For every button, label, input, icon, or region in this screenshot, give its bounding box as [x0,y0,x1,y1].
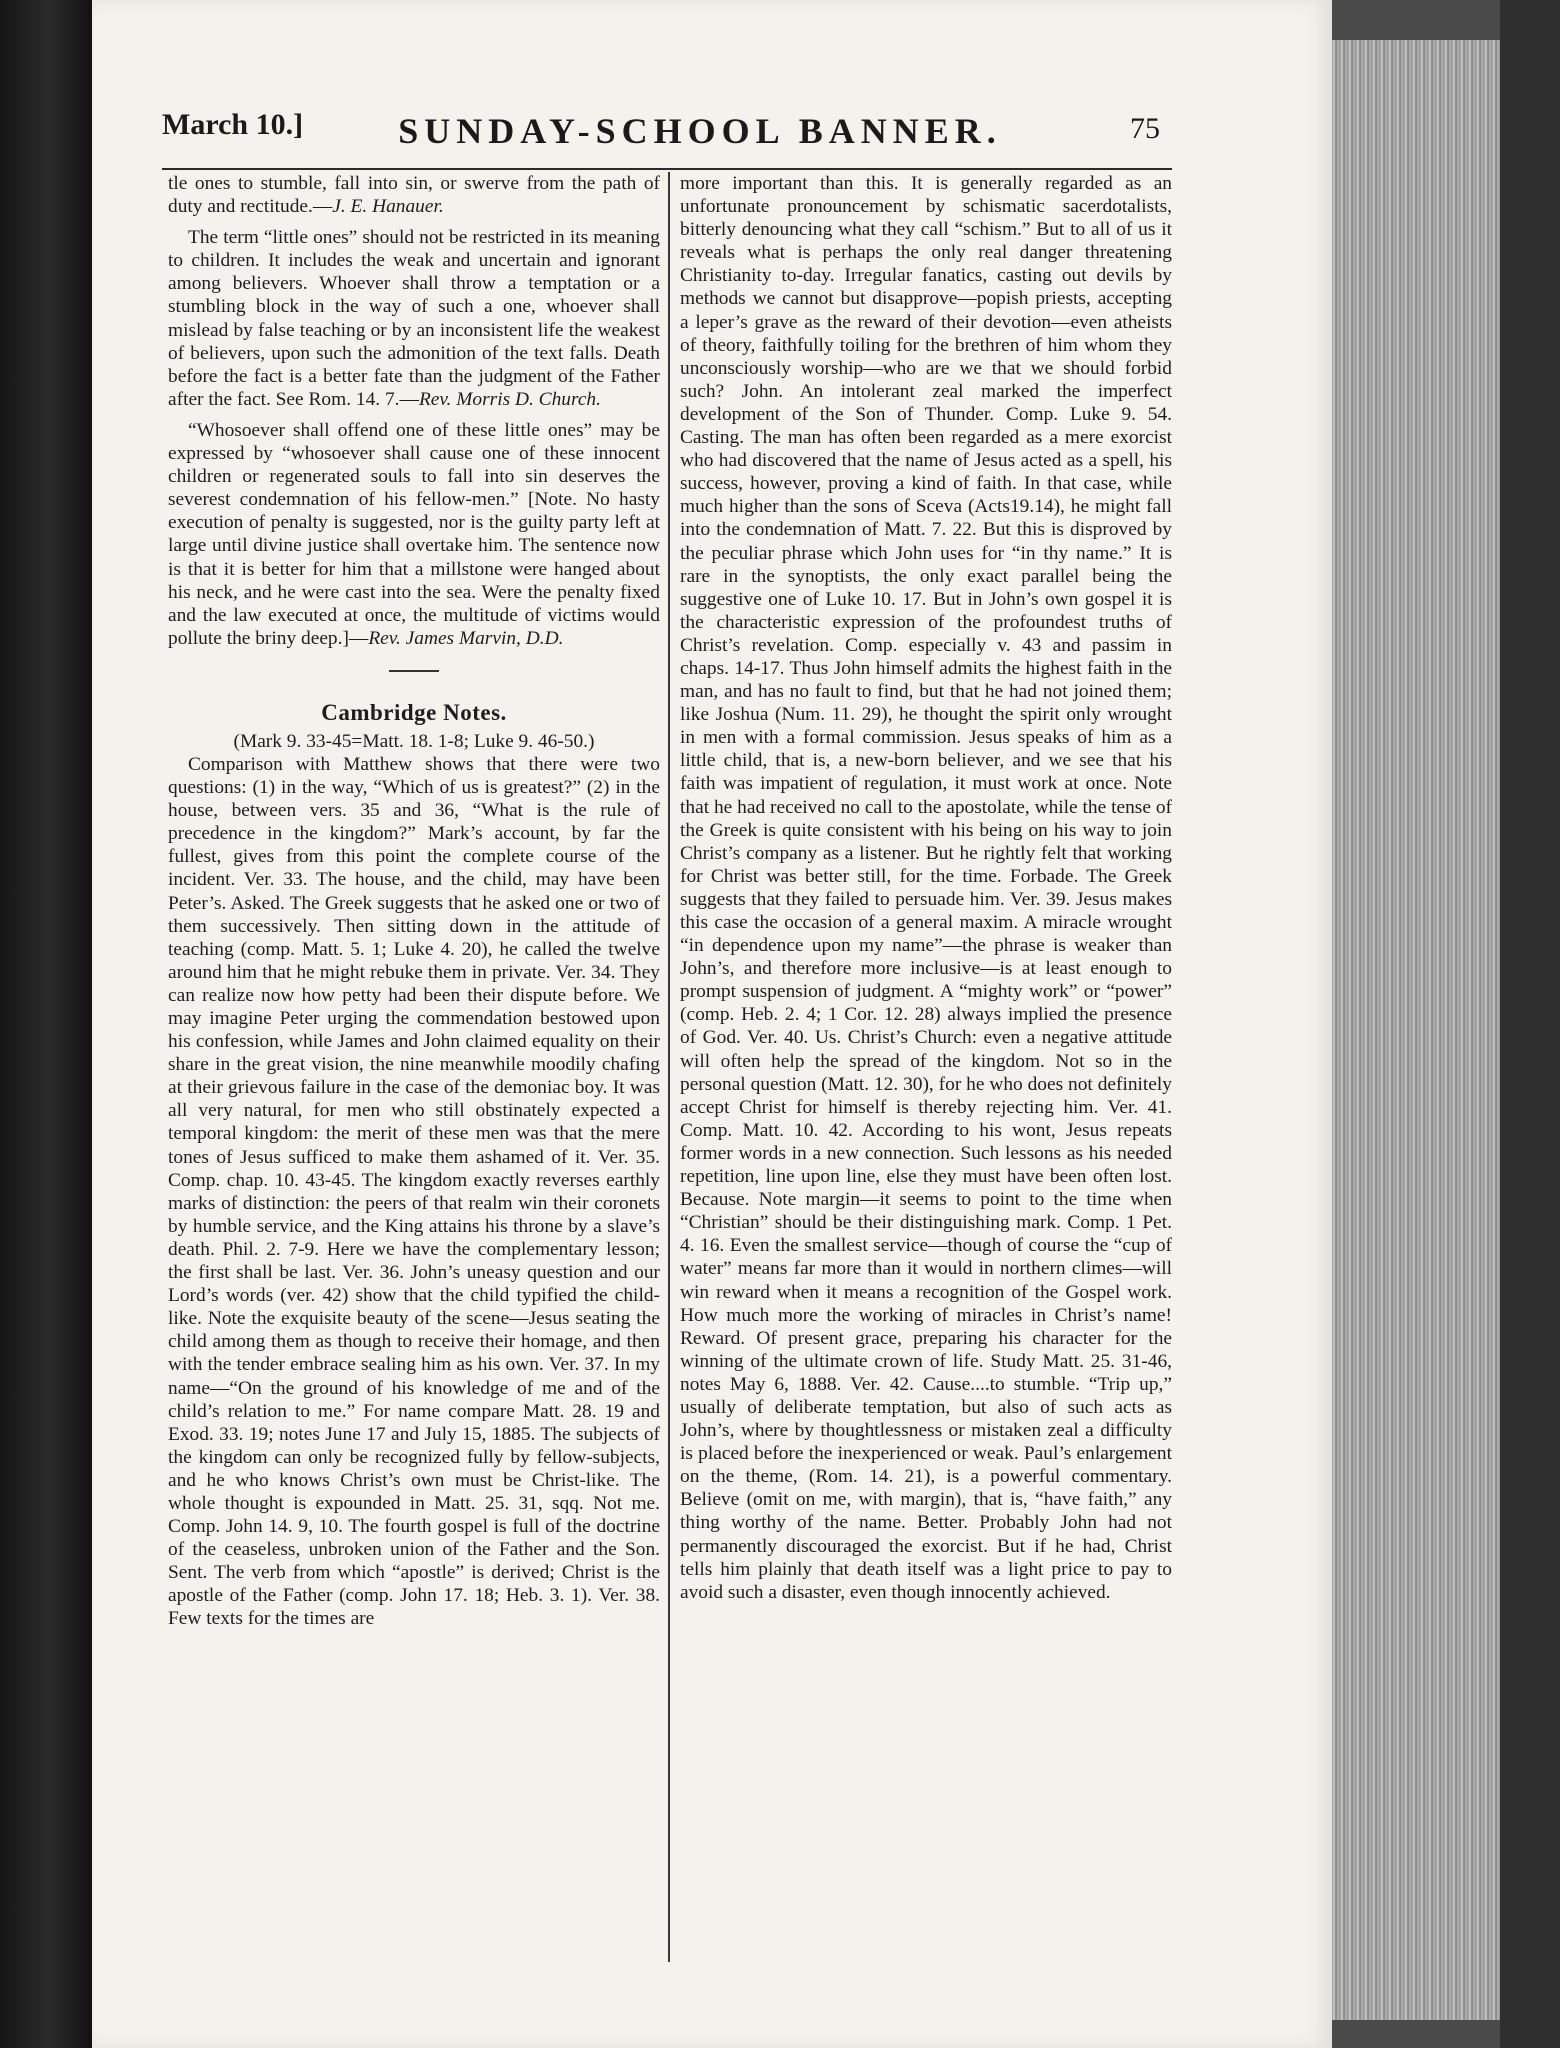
book-cover-edge [1500,0,1560,2048]
section-rule [389,670,439,672]
paragraph: more important than this. It is generally regarded as an unfortunate pronouncement by schismatic sacerdotalists, bitterly denouncing what they call “schism.” But to all of us it reveals what is perhaps the only real danger threatening Christianity to-day. Irregular fanatics, casting out devils by methods we cannot but disapprove—popish priests, accepting a leper’s grave as the reward of their devotion—even atheists of theory, faithfully toiling for the brethren of him whom they unconsciously worship—who are we that we should forbid such? John. An intolerant zeal marked the imperfect development of the Son of Thunder. Comp. Luke 9. 54. Casting. The man has often been regarded as a mere exorcist who had discovered that the name of Jesus acted as a spell, his success, however, proving a kind of faith. In that case, while much higher than the sons of Sceva (Acts19.14), he might fall into the condemnation of Matt. 7. 22. But this is disproved by the peculiar phrase which John uses for “in thy name.” It is rare in the synoptists, the only exact parallel being the suggestive one of Luke 10. 17. But in John’s own gospel it is the characteristic expression of the profoundest truths of Christ’s revelation. Comp. especially v. 43 and passim in chaps. 14-17. Thus John himself admits the highest faith in the man, and has no fault to find, but that he had not joined them; like Joshua (Num. 11. 29), he thought the spirit only wrought in men with a formal commission. Jesus speaks of him as a little child, that is, a new-born believer, and we see that his faith was impatient of regulation, it must work at once. Note that he had received no call to the apostolate, while the tense of the Greek is quite consistent with his being on his way to join Christ’s company as a listener. But he rightly felt that working for Christ was better still, for the time. Forbade. The Greek suggests that they failed to persuade him. Ver. 39. Jesus makes this case the occasion of a general maxim. A miracle wrought “in dependence upon my name”—the phrase is weaker than John’s, and therefore more inclusive—is at least enough to prompt suspension of judgment. A “mighty work” or “power” (comp. Heb. 2. 4; 1 Cor. 12. 28) always implied the presence of God. Ver. 40. Us. Christ’s Church: even a negative attitude will often help the spread of the kingdom. Not so in the personal question (Matt. 12. 30), for he who does not definitely accept Christ for himself is thereby rejecting him. Ver. 41. Comp. Matt. 10. 42. According to his wont, Jesus repeats former words in a new connection. Such lessons as his needed repetition, line upon line, else they must have been often lost. Because. Note margin—it seems to point to the time when “Christian” should be their distinguishing mark. Comp. 1 Pet. 4. 16. Even the smallest service—though of course the “cup of water” means far more than it would in northern climes—will win reward when it means a recognition of the Gospel work. How much more the working of miracles in Christ’s name! Reward. Of present grace, preparing his character for the winning of the ultimate crown of life. Study Matt. 25. 31-46, notes May 6, 1888. Ver. 42. Cause....to stumble. “Trip up,” usually of deliberate temptation, but also of such acts as John’s, where by thoughtlessness or mistaken zeal a difficulty is placed before the inexperienced or weak. Paul’s enlargement on the theme, (Rom. 14. 21), is a powerful commentary. Believe (omit on me, with margin), that is, “have faith,” any thing worthy of the name. Better. Probably John had not permanently discouraged the exorcist. But if he had, Christ tells him plainly that death itself was a light price to pay to avoid such a disaster, even though innocently achieved. [680,173,1172,1603]
section-reference: (Mark 9. 33-45=Matt. 18. 1-8; Luke 9. 46-50.) [233,730,595,752]
paragraph-text: tle ones to stumble, fall into sin, or swerve from the path of duty and rectitude.— [168,173,660,218]
attribution: Rev. James Marvin, D.D. [368,627,564,649]
book-gutter [0,0,92,2048]
header-title: SUNDAY-SCHOOL BANNER. [398,111,1002,151]
left-column [168,172,660,1631]
paragraph: Comparison with Matthew shows that there were two questions: (1) in the way, “Which of us is greatest?” (2) in the house, between vers. 35 and 36, “What is the rule of precedence in the kingdom?” Mark’s account, by far the fullest, gives from this point the complete course of the incident. Ver. 33. The house, and the child, may have been Peter’s. Asked. The Greek suggests that he asked one or two of them successively. Then sitting down in the attitude of teaching (comp. Matt. 5. 1; Luke 4. 20), he called the twelve around him that he might rebuke them in private. Ver. 34. They can realize now how petty had been their dispute before. We may imagine Peter urging the commendation bestowed upon his confession, while James and John claimed equality on their share in the great vision, the nine meanwhile moodily chafing at their grievous failure in the case of the demoniac boy. It was all very natural, for men who still obstinately expected a temporal kingdom: the merit of these men was that the mere tones of Jesus sufficed to make them ashamed of it. Ver. 35. Comp. chap. 10. 43-45. The kingdom exactly reverses earthly marks of distinction: the peers of that realm win their coronets by humble service, and the King attains his throne by a slave’s death. Phil. 2. 7-9. Here we have the complementary lesson; the first shall be last. Ver. 36. John’s uneasy question and our Lord’s words (ver. 42) show that the child typified the child-like. Note the exquisite beauty of the scene—Jesus seating the child among them as though to receive their homage, and then with the tender embrace sealing him as his own. Ver. 37. In my name—“On the ground of his knowledge of me and of the child’s relation to me.” For name compare Matt. 28. 19 and Exod. 33. 19; notes June 17 and July 15, 1885. The subjects of the kingdom can only be recognized fully by fellow-subjects, and he who knows Christ’s own must be Christ-like. The whole thought is expounded in Matt. 25. 31, sqq. Not me. Comp. John 14. 9, 10. The fourth gospel is full of the doctrine of the ceaseless, unbroken union of the Father and the Son. Sent. The verb from which “apostle” is derived; Christ is the apostle of the Father (comp. John 17. 18; Heb. 3. 1). Ver. 38. Few texts for the times are [168,753,660,1630]
right-column [680,172,1172,1604]
header-rule [162,168,1172,170]
section-title: Cambridge Notes. [321,699,507,725]
header-date: March 10.] [162,108,304,141]
paragraph [168,226,660,411]
running-header [70,92,1200,152]
paragraph [168,172,660,218]
attribution: Rev. Morris D. Church. [418,388,601,410]
paragraph-text: The term “little ones” should not be restricted in its meaning to children. It includes the weak and uncertain and ignorant among believers. Whoever shall throw a temptation or a stumbling block in the way of such a one, whoever shall mislead by false teaching or by an inconsistent life the weakest of believers, upon such the admonition of the text falls. Death before the fact is a better fate than the judgment of the Father after the fact. See Rom. 14. 7.— [168,227,660,410]
paragraph [168,419,660,650]
attribution: J. E. Hanauer. [332,196,444,218]
page-number: 75 [1130,112,1160,145]
column-divider [668,172,670,1962]
paragraph-text: “Whosoever shall offend one of these little ones” may be expressed by “whosoever shall cause one of these innocent children or regenerated souls to fall into sin deserves the severest condemnation of his fellow-men.” [Note. No hasty execution of penalty is suggested, nor is the guilty party left at large until divine justice shall overtake him. The sentence now is that it is better for him that a millstone were hanged about his neck, and he were cast into the sea. Were the penalty fixed and the law executed at once, the multitude of victims would pollute the briny deep.]— [168,419,660,649]
